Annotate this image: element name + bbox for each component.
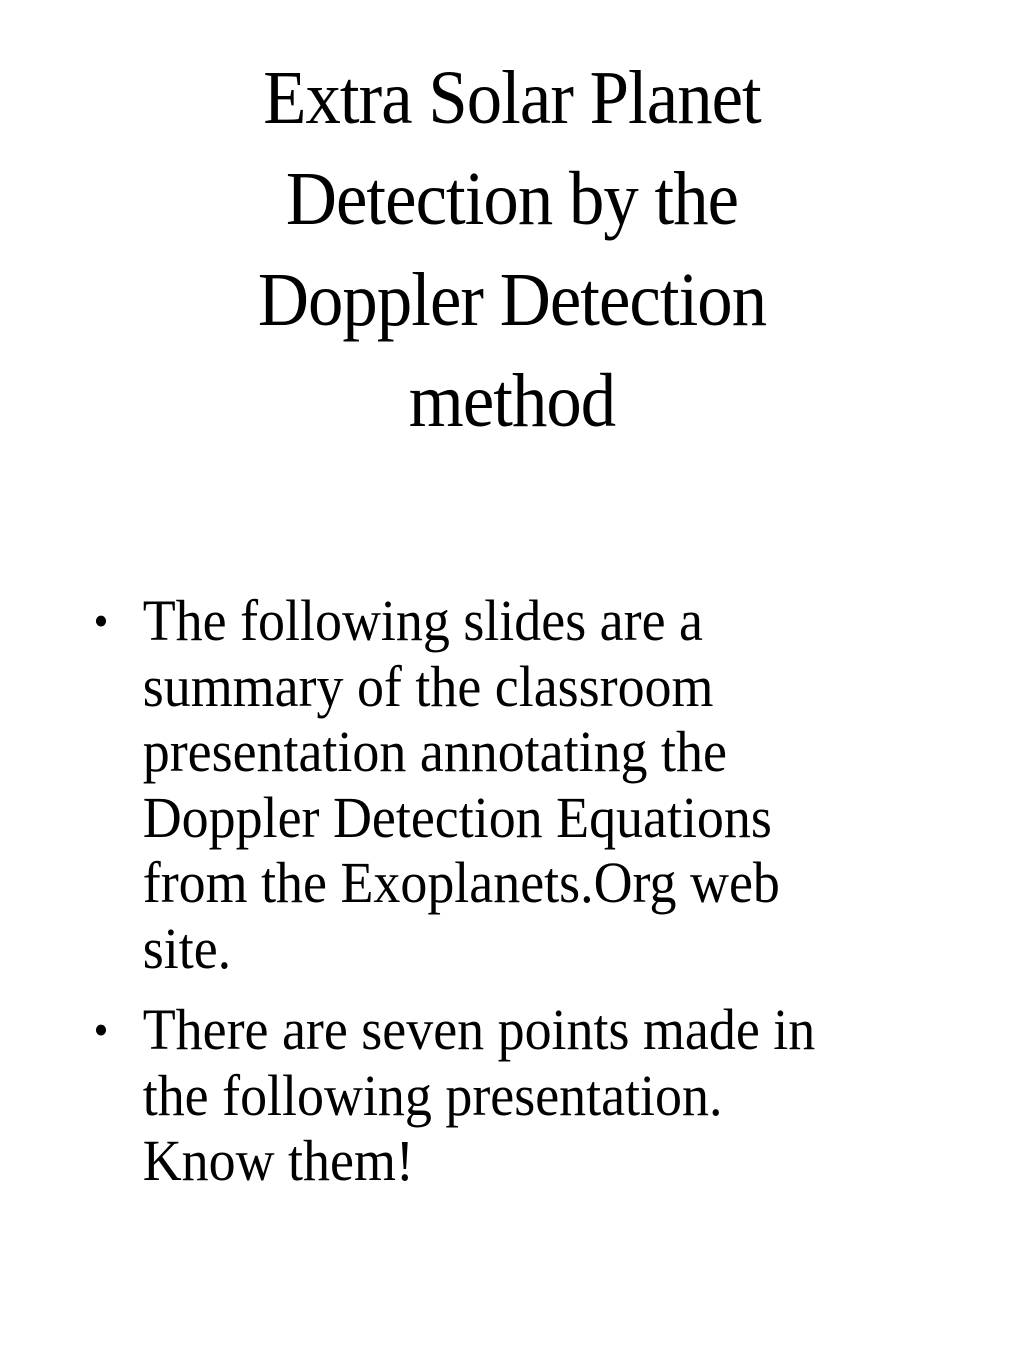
bullet-text-line: from the Exoplanets.Org web [142,850,780,915]
title-line: method [408,359,616,443]
title-line: Detection by the [285,157,739,241]
bullet-list [86,588,923,1210]
bullet-text-line: The following slides are a [142,588,703,653]
bullet-text-line: presentation annotating the [142,719,727,784]
bullet-text-line: the following presentation. [142,1062,723,1128]
bullet-item [86,997,923,1194]
title-line: Extra Solar Planet [263,56,761,140]
bullet-text-line: summary of the classroom [142,653,714,719]
bullet-item [86,588,923,981]
bullet-text-line: site. [142,915,232,981]
title-line: Doppler Detection [257,258,767,342]
bullet-text-line: There are seven points made in [142,997,816,1062]
bullet-text-line: Doppler Detection Equations [142,784,772,850]
bullet-dot-icon: • [93,1004,109,1055]
bullet-text-line: Know them! [142,1128,414,1193]
bullet-dot-icon: • [93,595,109,646]
slide-title [36,48,988,452]
